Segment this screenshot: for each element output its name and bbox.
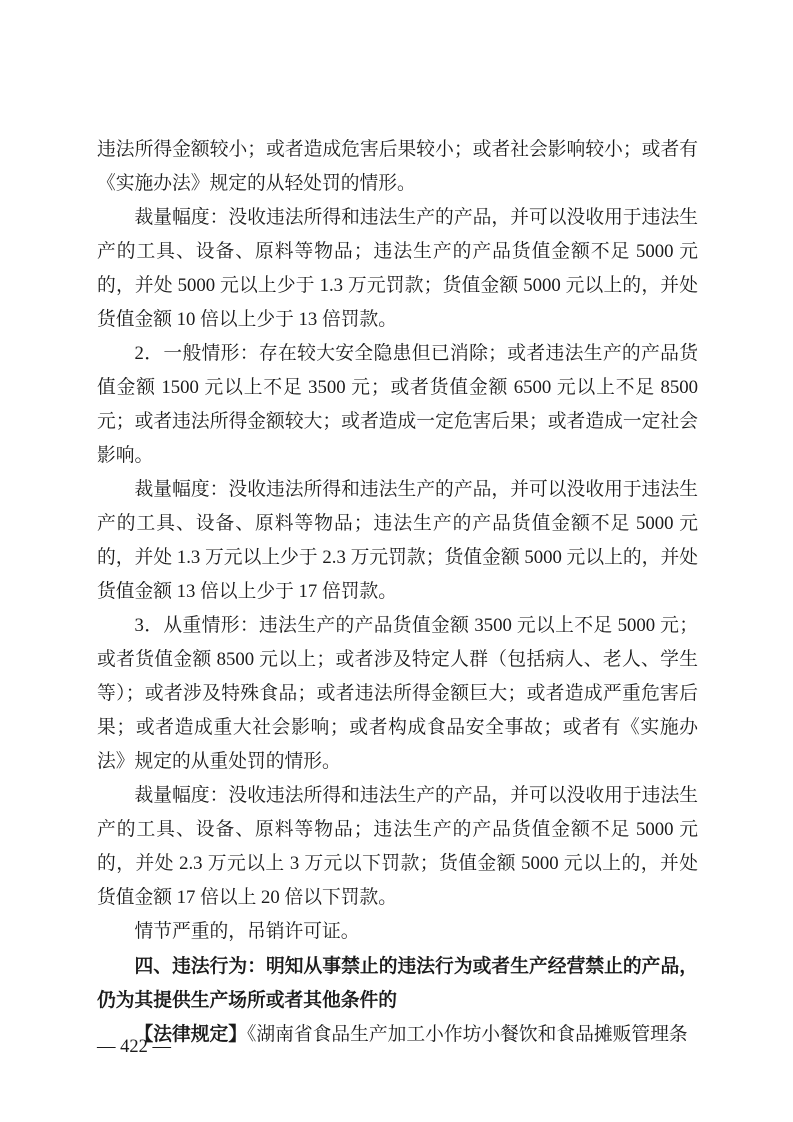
- paragraph-discretion-range-general: 裁量幅度：没收违法所得和违法生产的产品，并可以没收用于违法生产的工具、设备、原料等物品；违法生产的产品货值金额不足 5000 元的，并处 1.3 万元以上少于 2.3 万元罚款；货值金额 5000 元以上的，并处货值金额 13 倍以上少于 17 倍罚款。: [97, 479, 698, 602]
- paragraph-legal-basis: [97, 1017, 698, 1052]
- document-body: [97, 133, 698, 1052]
- page-footer: [97, 1030, 171, 1064]
- legal-basis-text: 《湖南省食品生产加工小作坊小餐饮和食品摊贩管理条: [247, 1024, 688, 1045]
- section-heading-violation-four: 四、违法行为：明知从事禁止的违法行为或者生产经营禁止的产品，仍为其提供生产场所或者其他条件的: [97, 955, 698, 1010]
- paragraph-serious-revoke-license: 情节严重的，吊销许可证。: [134, 921, 360, 942]
- legal-basis-label: 【法律规定】: [134, 1023, 247, 1044]
- paragraph-discretion-range-minor: 裁量幅度：没收违法所得和违法生产的产品，并可以没收用于违法生产的工具、设备、原料等物品；违法生产的产品货值金额不足 5000 元的，并处 5000 元以上少于 1.3 万元罚款；货值金额 5000 元以上的，并处货值金额 10 倍以上少于 13 倍罚款。: [97, 207, 698, 330]
- paragraph-aggravated-circumstances: 3．从重情形：违法生产的产品货值金额 3500 元以上不足 5000 元；或者货值金额 8500 元以上；或者涉及特定人群（包括病人、老人、学生等）；或者涉及特殊食品；或者违法所得金额巨大；或者造成严重危害后果；或者造成重大社会影响；或者构成食品安全事故；或者有《实施办法》规定的从重处罚的情形。: [97, 615, 698, 772]
- paragraph-minor-circumstances-carryover: 违法所得金额较小；或者造成危害后果较小；或者社会影响较小；或者有《实施办法》规定的从轻处罚的情形。: [97, 139, 698, 194]
- page-number: — 422 —: [97, 1037, 171, 1057]
- paragraph-general-circumstances: 2．一般情形：存在较大安全隐患但已消除；或者违法生产的产品货值金额 1500 元以上不足 3500 元；或者货值金额 6500 元以上不足 8500 元；或者违法所得金额较大；或者造成一定危害后果；或者造成一定社会影响。: [97, 343, 698, 466]
- paragraph-discretion-range-aggravated: 裁量幅度：没收违法所得和违法生产的产品，并可以没收用于违法生产的工具、设备、原料等物品；违法生产的产品货值金额不足 5000 元的，并处 2.3 万元以上 3 万元以下罚款；货值金额 5000 元以上的，并处货值金额 17 倍以上 20 倍以下罚款。: [97, 785, 698, 908]
